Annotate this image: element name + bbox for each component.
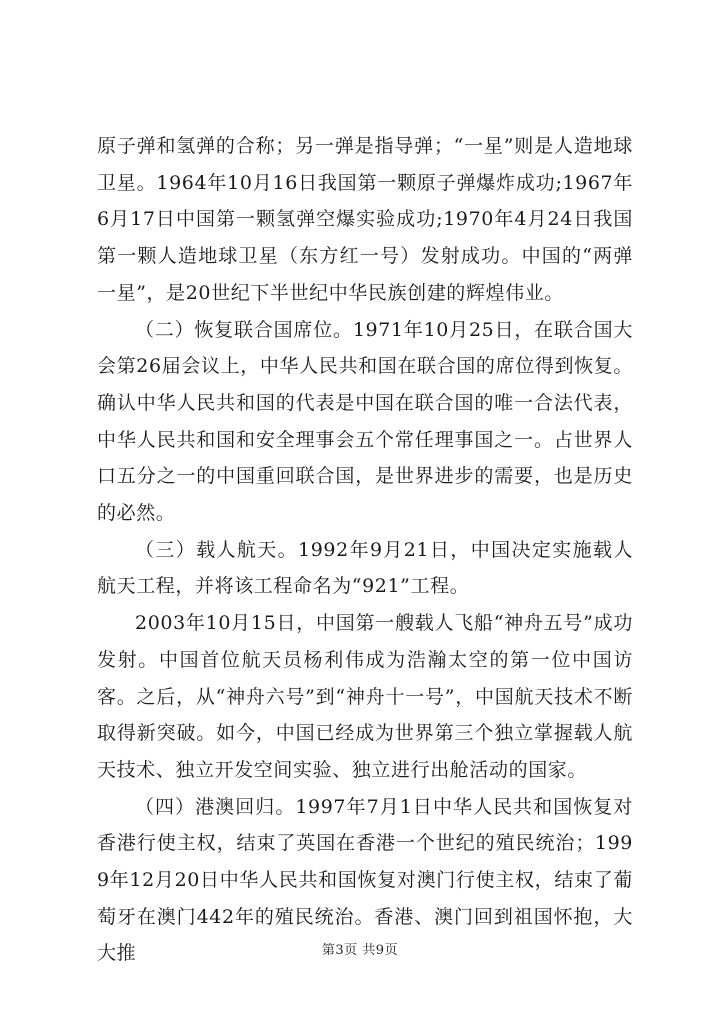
paragraph-shenzhou: 2003年10月15日，中国第一艘载人飞船“神舟五号”成功发射。中国首位航天员杨利伟成为浩瀚太空的第一位中国访客。之后，从“神舟六号”到“神舟十一号”，中国航天技术不断取得新突破。如今，中国已经成为世界第三个独立掌握载人航天技术、独立开发空间实验、独立进行出舱活动的国家。 [97, 612, 633, 781]
paragraph-two-bombs-one-satellite: 原子弹和氢弹的合称；另一弹是指导弹；“一星”则是人造地球卫星。1964年10月16日我国第一颗原子弹爆炸成功;1967年6月17日中国第一颗氢弹空爆实验成功;1970年4月24日我国第一颗人造地球卫星（东方红一号）发射成功。中国的“两弹一星”，是20世纪下半世纪中华民族创建的辉煌伟业。 [97, 135, 633, 304]
paragraph-manned-spaceflight: （三）载人航天。1992年9月21日，中国决定实施载人航天工程，并将该工程命名为“921”工程。 [97, 538, 633, 598]
paragraph-hk-macau-return: （四）港澳回归。1997年7月1日中华人民共和国恢复对香港行使主权，结束了英国在香港一个世纪的殖民统治；1999年12月20日中华人民共和国恢复对澳门行使主权，结束了葡萄牙在澳门442年的殖民统治。香港、澳门回到祖国怀抱，大大推 [97, 795, 633, 965]
page-number-footer: 第3页 共9页 [321, 943, 399, 958]
paragraph-un-seat: （二）恢复联合国席位。1971年10月25日，在联合国大会第26届会议上，中华人民共和国在联合国的席位得到恢复。确认中华人民共和国的代表是中国在联合国的唯一合法代表，中华人民共和国和安全理事会五个常任理事国之一。占世界人口五分之一的中国重回联合国，是世界进步的需要，也是历史的必然。 [97, 318, 633, 525]
document-body [97, 128, 633, 972]
